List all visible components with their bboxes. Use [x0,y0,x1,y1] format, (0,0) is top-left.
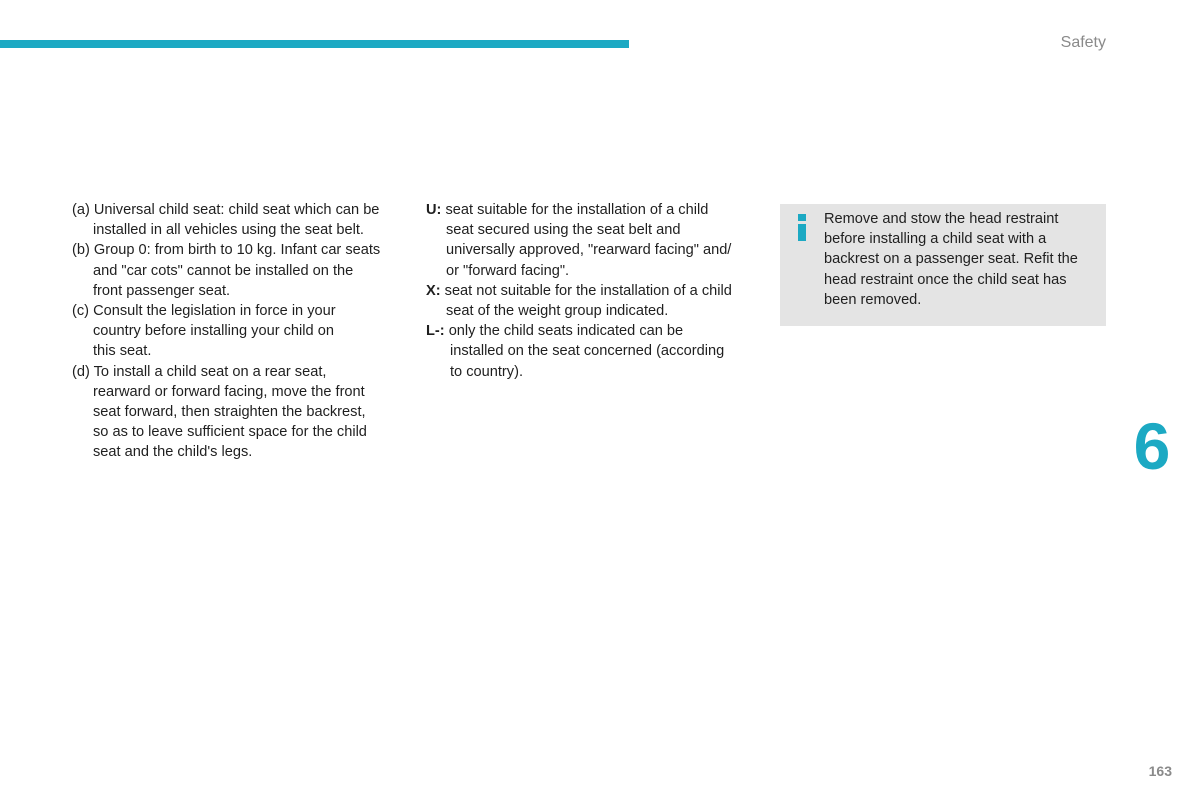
note-line: (a) Universal child seat: child seat which can be [72,202,380,218]
note-a [72,200,402,240]
legend-line: or "forward facing". [446,262,570,279]
note-c [72,301,402,362]
note-line: installed in all vehicles using the seat belt. [93,222,364,239]
note-line: seat forward, then straighten the backrest, [93,404,366,421]
legend-key: X: [426,282,441,299]
note-line: front passenger seat. [93,282,231,299]
legend-u [426,200,756,281]
legend-column [426,200,756,382]
legend-line: seat of the weight group indicated. [446,303,669,320]
legend-text: seat not suitable for the installation of a child [440,282,732,299]
page-number: 163 [1148,763,1172,779]
note-d [72,362,402,463]
note-line: seat and the child's legs. [93,444,253,461]
note-line: so as to leave sufficient space for the child [93,424,367,441]
info-text [824,209,1100,310]
notes-column [72,200,402,463]
note-line: and "car cots" cannot be installed on the [93,262,354,279]
info-icon [796,210,808,244]
legend-text: only the child seats indicated can be [444,323,684,340]
legend-first-line [426,321,756,341]
legend-first-line [426,281,756,301]
info-line: Remove and stow the head restraint [824,211,1059,227]
legend-key: U: [426,202,442,218]
note-line: country before installing your child on [93,323,334,340]
chapter-number: 6 [1133,409,1171,483]
legend-line: to country). [450,363,523,380]
section-title: Safety [1060,34,1106,51]
legend-l-minus [426,321,756,382]
info-line: head restraint once the child seat has [824,271,1067,288]
info-box [780,204,1106,326]
info-line: before installing a child seat with a [824,231,1047,248]
legend-line: installed on the seat concerned (according [450,343,725,360]
info-line: been removed. [824,291,922,308]
legend-line: seat secured using the seat belt and [446,222,681,239]
note-line: (b) Group 0: from birth to 10 kg. Infant car seats [72,242,381,259]
legend-x [426,281,756,321]
note-line: this seat. [93,343,152,360]
legend-first-line [426,200,756,220]
info-line: backrest on a passenger seat. Refit the [824,251,1078,268]
legend-text: seat suitable for the installation of a child [441,202,709,218]
legend-line: universally approved, "rearward facing" and/ [446,242,732,259]
note-line: rearward or forward facing, move the front [93,383,365,400]
header-accent-bar [0,40,629,48]
note-line: (c) Consult the legislation in force in your [72,303,336,320]
note-b [72,240,402,301]
note-line: (d) To install a child seat on a rear seat, [72,363,327,380]
legend-key: L-: [426,323,445,340]
